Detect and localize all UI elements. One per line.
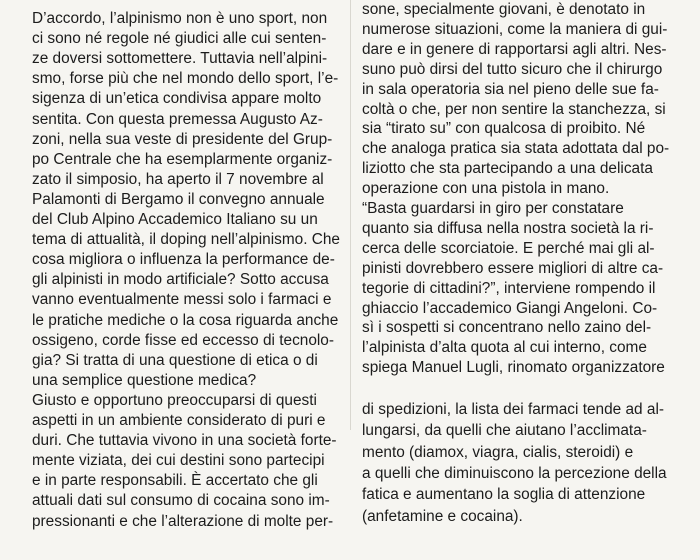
text-line: gli alpinisti in modo artificiale? Sotto accusa: [32, 271, 329, 289]
text-line: mente viziata, dei cui destini sono partecipi: [32, 452, 325, 470]
text-line: sentita. Con questa premessa Augusto Az-: [32, 110, 323, 128]
text-line: sone, specialmente giovani, è denotato in: [362, 1, 646, 18]
text-line: sigenza di un’etica condivisa appare molto: [32, 90, 322, 108]
text-line: duri. Che tuttavia vivono in una società forte-: [32, 432, 337, 450]
text-line: sì i sospetti si concentrano nello zaino del-: [362, 319, 652, 337]
text-line: che analoga pratica sia stata adottata dal po-: [362, 140, 670, 158]
text-line: di spedizioni, la lista dei farmaci tende ad al-: [362, 401, 664, 418]
text-line: liziotto che sta partecipando a una delicata: [362, 160, 653, 178]
text-line: Giusto e opportuno preoccuparsi di questi: [32, 391, 317, 409]
text-line: (anfetamine e cocaina).: [362, 507, 523, 525]
text-line: cerca delle scorciatoie. E perché mai gli al-: [362, 239, 655, 257]
text-line: attuali dati sul consumo di cocaina sono im-: [32, 492, 330, 510]
text-line: operazione con una pistola in mano.: [362, 180, 610, 198]
text-line: suno può dirsi del tutto sicuro che il chirurgo: [362, 60, 663, 78]
text-line: a quelli che diminuiscono la percezione della: [362, 464, 667, 482]
text-line: le pratiche mediche o la cosa riguarda anche: [32, 311, 339, 329]
text-line: tema di attualità, il doping nell’alpinismo. Che: [32, 231, 340, 249]
text-line: mento (diamox, viagra, cialis, steroidi) e: [362, 443, 634, 461]
text-line: in sala operatoria sia nel pieno delle sue fa-: [362, 80, 659, 98]
text-line: spiega Manuel Lugli, rinomato organizzatore: [362, 359, 665, 377]
text-line: lungarsi, da quelli che aiutano l’acclimata-: [362, 422, 647, 440]
text-line: D’accordo, l’alpinismo non è uno sport, non: [32, 10, 328, 27]
text-line: Palamonti di Bergamo il convegno annuale: [32, 190, 325, 208]
text-line: smo, forse più che nel mondo dello sport, l’e-: [32, 70, 339, 88]
text-line: po Centrale che ha esemplarmente organiz-: [32, 150, 333, 168]
text-line: cosa migliora o influenza la performance de-: [32, 251, 335, 269]
text-line: ze doversi sottomettere. Tuttavia nell’alpini-: [32, 50, 328, 68]
text-line: zato il simposio, ha aperto il 7 novembre al: [32, 170, 324, 188]
text-line: gia? Si tratta di una questione di etica o di: [32, 351, 318, 369]
text-line: ci sono né regole né giudici alle cui senten-: [32, 30, 327, 48]
text-line: sia “tirato su” con qualcosa di proibito. Né: [362, 120, 646, 138]
text-line: quanto sia diffusa nella nostra società la ri-: [362, 219, 654, 237]
text-line: pressionanti e che l’alterazione di molte per-: [32, 512, 334, 530]
text-line: dare e in genere di rapportarsi agli altri. Nes-: [362, 40, 667, 58]
text-line: ghiaccio l’accademico Giangi Angeloni. Co-: [362, 299, 658, 317]
text-line: l’alpinista d’alta quota al cui interno, come: [362, 339, 647, 357]
text-line: aspetti in un ambiente considerato di puri e: [32, 412, 326, 429]
text-line: pinisti dovrebbero essere migliori di altre ca-: [362, 259, 664, 277]
text-line: del Club Alpino Accademico Italiano su un: [32, 211, 318, 228]
text-line: numerose situazioni, come la maniera di gui-: [362, 20, 668, 38]
column-divider: [350, 0, 351, 430]
text-line: zoni, nella sua veste di presidente del Grup-: [32, 130, 333, 148]
text-line: una semplice questione medica?: [32, 371, 257, 389]
text-line: e in parte responsabili. È accertato che gli: [32, 472, 318, 490]
text-line: ossigeno, corde fisse ed eccesso di tecnolo-: [32, 331, 334, 349]
text-line: vanno eventualmente messi solo i farmaci e: [32, 291, 332, 309]
text-line: coltà o che, per non sentire la stanchezza, si: [362, 100, 666, 118]
text-line: fatica e aumentano la soglia di attenzione: [362, 486, 646, 504]
text-line: “Basta guardarsi in giro per constatare: [362, 200, 624, 217]
text-line: tegorie di cittadini?”, interviene rompendo il: [362, 279, 656, 297]
